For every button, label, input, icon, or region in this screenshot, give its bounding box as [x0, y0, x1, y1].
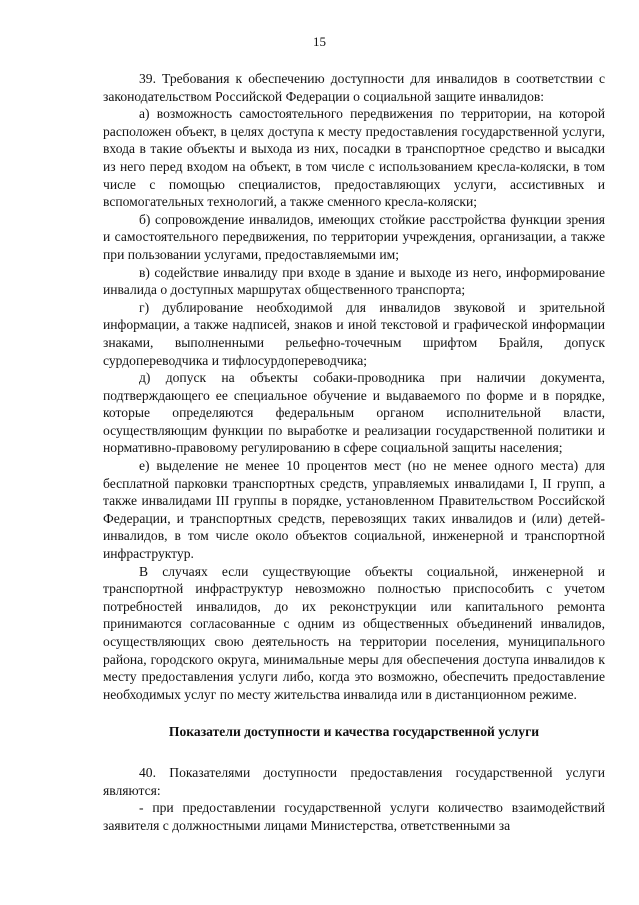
item-a: а) возможность самостоятельного передвижения по территории, на которой расположен объект, в целях доступа к месту предоставления государственной услуги, входа в такие объекты и выхода из них, посадки в транспортное средство и высадки из него перед входом на объект, в том числе с использованием кресла-коляски, в том числе с помощью специалистов, предоставляющих услуги, ассистивных и вспомогательных технологий, а также сменного кресла-коляски; [103, 106, 605, 210]
item-d: д) допуск на объекты собаки-проводника при наличии документа, подтверждающего ее специальное обучение и выдаваемого по форме и в порядке, которые определяются федеральным органом исполнительной власти, осуществляющим функции по выработке и реализации государственной политики и нормативно-правовому регулированию в сфере социальной защиты населения; [103, 370, 605, 456]
paragraph-39: 39. Требования к обеспечению доступности для инвалидов в соответствии с законодательством Российской Федерации о социальной защите инвалидов: [103, 71, 605, 104]
item-b: б) сопровождение инвалидов, имеющих стойкие расстройства функции зрения и самостоятельного передвижения, по территории учреждения, организации, а также при пользовании услугами, предоставляемыми им; [103, 211, 605, 262]
item-g: г) дублирование необходимой для инвалидов звуковой и зрительной информации, а также надписей, знаков и иной текстовой и графической информации знаками, выполненными рельефно-точечным шрифтом Брайля, допуск сурдопереводчика и тифлосурдопереводчика; [103, 299, 605, 368]
item-v: в) содействие инвалиду при входе в здание и выходе из него, информирование инвалида о доступных маршрутах общественного транспорта; [103, 264, 605, 298]
dash-item-1: - при предоставлении государственной услуги количество взаимодействий заявителя с должностными лицами Министерства, ответственными за [103, 800, 605, 833]
paragraph-40: 40. Показателями доступности предоставления государственной услуги являются: [103, 764, 605, 798]
paragraph-cases: В случаях если существующие объекты социальной, инженерной и транспортной инфраструктур невозможно полностью приспособить с учетом потребностей инвалидов, до их реконструкции или капитального ремонта принимаются согласованные с одним из общественных объединений инвалидов, осуществляющих свою деятельность на территории поселения, муниципального района, городского округа, минимальные меры для обеспечения доступа инвалидов к месту предоставления услуги либо, когда это возможно, обеспечить предоставление необходимых услуг по месту жительства инвалида или в дистанционном режиме. [103, 563, 605, 702]
page-number: 15 [313, 34, 326, 49]
section-heading: Показатели доступности и качества государственной услуги [168, 724, 540, 740]
item-e: е) выделение не менее 10 процентов мест (но не менее одного места) для бесплатной парковки транспортных средств, управляемых инвалидами I, II групп, а также инвалидами III группы в порядке, установленном Правительством Российской Федерации, и транспортных средств, перевозящих таких инвалидов и (или) детей-инвалидов, в том числе около объектов социальной, инженерной и транспортной инфраструктур. [103, 458, 605, 562]
document-body [103, 70, 605, 834]
